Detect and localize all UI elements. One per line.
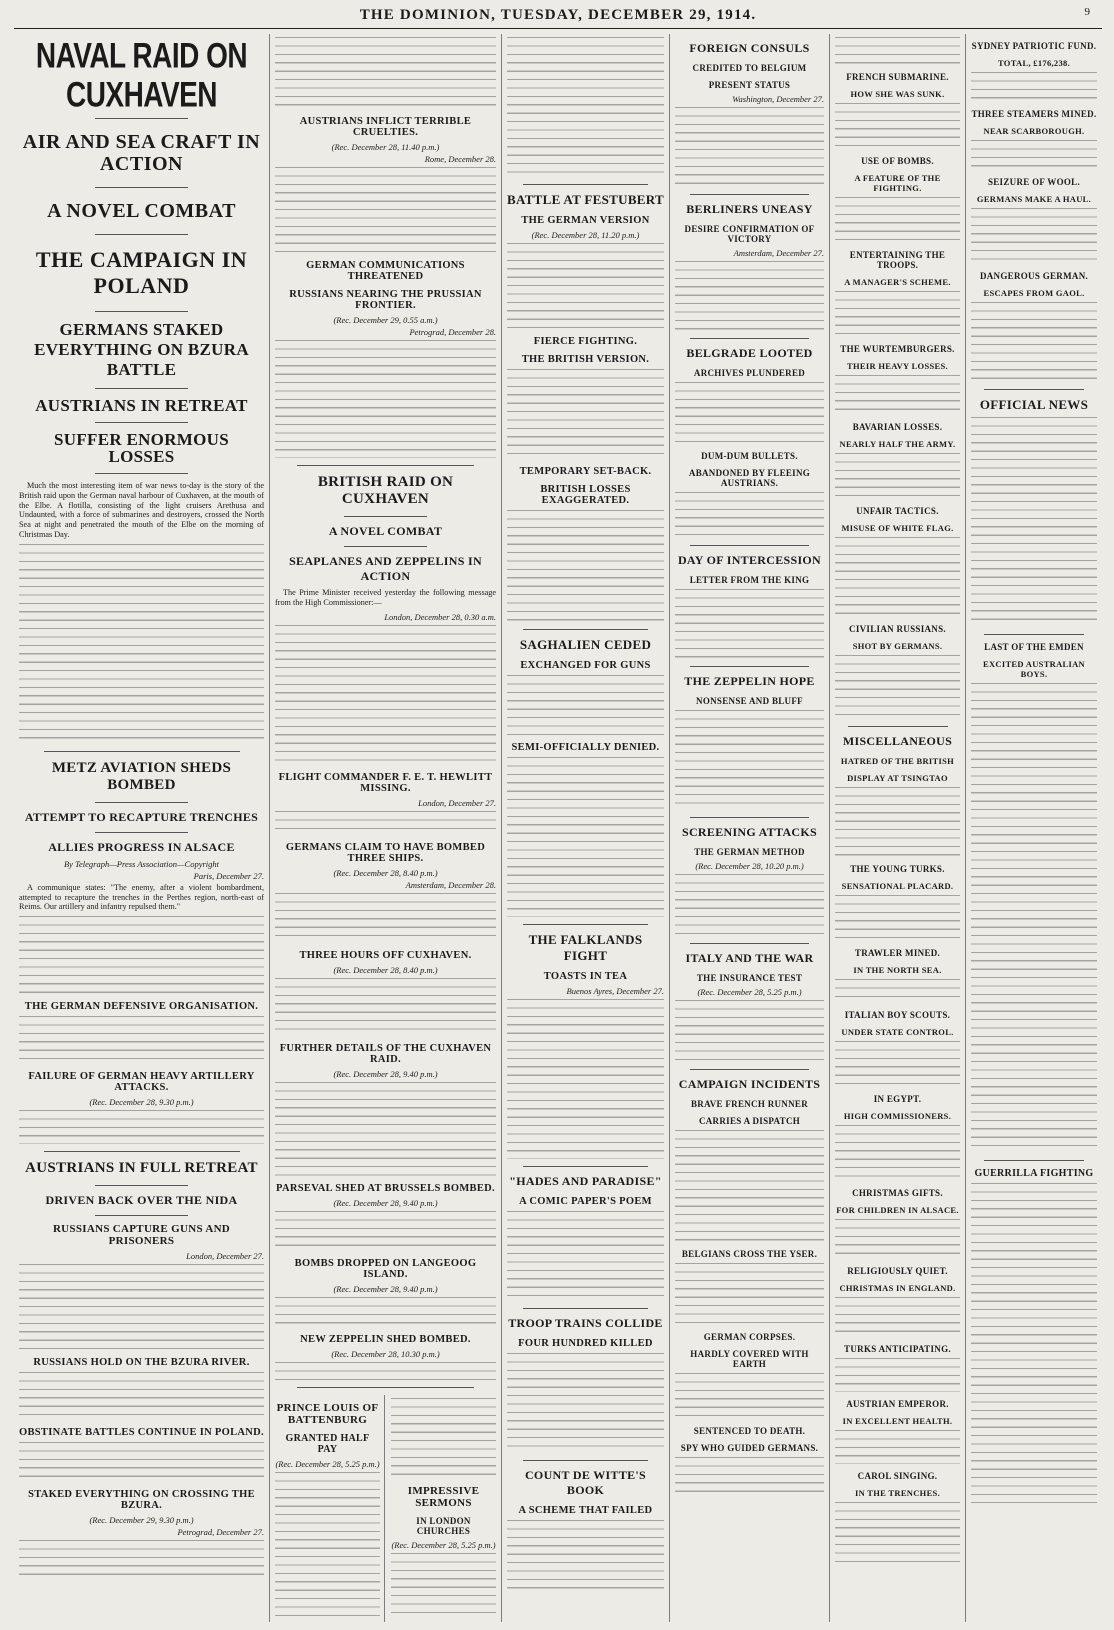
article-text-block [835,1502,960,1562]
article-text-block [507,1211,664,1301]
headline-german-version: THE GERMAN VERSION [521,215,650,226]
headline-saghalien: SAGHALIEN CEDED [519,637,652,652]
headline-austrian-emperor: AUSTRIAN EMPEROR. [846,1399,949,1409]
headline-boy-scouts: ITALIAN BOY SCOUTS. [844,1010,951,1020]
divider [95,832,188,833]
headline-letter-king: LETTER FROM THE KING [689,575,810,585]
headline-campaign-poland: THE CAMPAIGN IN POLAND [35,247,248,298]
headline-official-news: OFFICIAL NEWS [979,397,1089,412]
article-text-block [275,811,496,835]
headline-state-control: UNDER STATE CONTROL. [841,1027,954,1037]
headline-young-turks: THE YOUNG TURKS. [850,864,945,874]
article-text-block [675,589,824,659]
headline-british-version: THE BRITISH VERSION. [521,354,650,365]
article-text-block [675,261,824,331]
article-text-block [835,103,960,149]
article-text-block [675,710,824,810]
divider [984,634,1085,635]
receipt-date: (Rec. December 28, 11.40 p.m.) [331,142,440,152]
divider [690,666,809,667]
article-text-block [507,999,664,1159]
headline-festubert: BATTLE AT FESTUBERT [507,192,664,207]
divider [95,1215,188,1216]
headline-exchanged-guns: EXCHANGED FOR GUNS [520,660,651,671]
divider [690,194,809,195]
article-text-block [835,1358,960,1392]
prime-minister-paragraph: The Prime Minister received yesterday the following message from the High Commissioner:— [275,588,496,607]
column-3 [502,34,670,1622]
article-text-block [507,757,664,917]
headline-german-corpses: GERMAN CORPSES. [703,1332,796,1342]
headline-three-hours: THREE HOURS OFF CUXHAVEN. [299,949,472,961]
headline-religiously-quiet: RELIGIOUSLY QUIET. [847,1266,948,1276]
divider [344,516,428,517]
article-text-block [275,625,496,765]
headline-falklands: THE FALKLANDS FIGHT [528,932,643,963]
divider [984,389,1085,390]
divider [523,184,649,185]
headline-novel-combat-2: A NOVEL COMBAT [328,524,443,538]
article-text-block [835,787,960,857]
headline-air-sea: AIR AND SEA CRAFT IN ACTION [22,131,261,175]
column-4 [670,34,830,1622]
receipt-date: (Rec. December 28, 8.40 p.m.) [333,867,438,878]
article-text-block [675,1130,824,1242]
receipt-date: (Rec. December 28, 10.20 p.m.) [695,861,804,871]
article-text-block [835,291,960,337]
headline-in-trenches: IN THE TRENCHES. [854,1488,941,1498]
headline-use-bombs: USE OF BOMBS. [861,156,934,166]
article-text-block [971,302,1097,382]
headline-losses-exaggerated: BRITISH LOSSES EXAGGERATED. [540,484,631,506]
headline-australian-boys: EXCITED AUSTRALIAN BOYS. [983,659,1085,679]
headline-screening: SCREENING ATTACKS [681,825,818,839]
divider [523,1308,649,1309]
article-text-block [835,1041,960,1087]
headline-defensive-organisation: THE GERMAN DEFENSIVE ORGANISATION. [24,1001,259,1013]
headline-nonsense-bluff: NONSENSE AND BLUFF [696,696,803,706]
headline-managers-scheme: A MANAGER'S SCHEME. [844,277,951,287]
article-text-block [971,1183,1097,1503]
headline-temporary-setback: TEMPORARY SET-BACK. [519,466,652,477]
article-text-block [835,375,960,415]
headline-intercession: DAY OF INTERCESSION [677,553,822,567]
headline-belgrade-looted: BELGRADE LOOTED [686,346,813,360]
divider [344,546,428,547]
headline-recapture: ATTEMPT TO RECAPTURE TRENCHES [24,809,259,824]
headline-heavy-losses: THEIR HEAVY LOSSES. [847,361,948,371]
divider [690,1069,809,1070]
article-text-block [835,979,960,1003]
headline-high-commissioners: HIGH COMMISSIONERS. [843,1111,952,1121]
battenburg-article [275,1395,385,1622]
fund-total: TOTAL, £176,238. [997,58,1071,68]
communique-paragraph: A communique states: "The enemy, after a violent bombardment, attempted to recapture the trenches in the Perthes region, north-east of Reims. Our artillery and infantry repulsed them." [19,882,264,912]
headline-covered-earth: HARDLY COVERED WITH EARTH [690,1349,809,1369]
headline-cruelties: AUSTRIANS INFLICT TERRIBLE CRUELTIES. [299,116,472,138]
dateline-petrograd: Petrograd, December 28. [409,327,496,337]
headline-novel-combat: A NOVEL COMBAT [47,200,236,222]
headline-steamers-mined: THREE STEAMERS MINED. [971,109,1097,119]
headline-fleeing-austrians: ABANDONED BY FLEEING AUSTRIANS. [688,468,811,488]
headline-carol-singing: CAROL SINGING. [857,1471,938,1481]
receipt-date: (Rec. December 29, 0.55 a.m.) [333,315,438,325]
headline-fierce-fighting: FIERCE FIGHTING. [533,336,638,347]
headline-turks-anticipating: TURKS ANTICIPATING. [844,1344,951,1354]
receipt-date: (Rec. December 28, 9.40 p.m.) [333,1197,438,1208]
article-text-block [507,37,664,177]
receipt-date: (Rec. December 28, 11.20 p.m.) [531,230,640,240]
headline-germans-staked: GERMANS STAKED EVERYTHING ON BZURA BATTLE [34,320,249,379]
article-text-block [675,382,824,444]
headline-last-emden: LAST OF THE EMDEN [984,642,1084,652]
dateline-paris: Paris, December 27. [193,870,264,881]
receipt-date: (Rec. December 28, 9.30 p.m.) [89,1097,194,1108]
article-text-block [275,37,496,109]
headline-communications: GERMAN COMMUNICATIONS THREATENED [306,260,465,282]
divider [95,118,188,119]
receipt-date: (Rec. December 29, 9.30 p.m.) [89,1515,194,1526]
column-1 [14,34,270,1622]
headline-civilian-russians: CIVILIAN RUSSIANS. [849,624,946,634]
article-text-block [675,874,824,936]
article-text-block [675,1373,824,1419]
headline-parseval: PARSEVAL SHED AT BRUSSELS BOMBED. [276,1182,495,1194]
headline-confirmation: DESIRE CONFIRMATION OF VICTORY [684,224,815,244]
article-text-block [971,417,1097,627]
dateline-petrograd: Petrograd, December 27. [177,1527,264,1538]
headline-italy-war: ITALY AND THE WAR [685,951,814,965]
dateline-buenos-ayres: Buenos Ayres, December 27. [566,986,664,996]
headline-bavarian-losses: BAVARIAN LOSSES. [852,422,943,432]
headline-guerrilla: GUERRILLA FIGHTING [974,1168,1094,1179]
headline-prussian-frontier: RUSSIANS NEARING THE PRUSSIAN FRONTIER. [289,289,482,311]
column-2 [270,34,502,1622]
column-5 [830,34,966,1622]
article-text-block [507,675,664,735]
divider [95,802,188,803]
headline-belgians-yser: BELGIANS CROSS THE YSER. [681,1249,818,1259]
headline-three-ships: GERMANS CLAIM TO HAVE BOMBED THREE SHIPS. [285,841,486,864]
headline-entertaining: ENTERTAINING THE TROOPS. [849,250,946,270]
article-text-block [19,544,264,744]
article-text-block [835,655,960,719]
headline-staked-bzura: STAKED EVERYTHING ON CROSSING THE BZURA. [28,1489,255,1512]
article-text-block [971,140,1097,170]
divider [95,388,188,389]
dateline-rome: Rome, December 28. [424,154,496,164]
headline-berliners-uneasy: BERLINERS UNEASY [686,202,813,216]
article-text-block [835,1297,960,1337]
headline-british-raid: BRITISH RAID ON CUXHAVEN [317,474,454,507]
article-text-block [971,208,1097,264]
headline-half-pay: GRANTED HALF PAY [285,1432,370,1455]
dateline-washington: Washington, December 27. [732,94,824,104]
headline-langeoog: BOMBS DROPPED ON LANGEOOG ISLAND. [294,1257,477,1280]
headline-zeppelin-hope: THE ZEPPELIN HOPE [684,674,815,688]
article-text-block [19,916,264,994]
masthead-title: THE DOMINION, TUESDAY, DECEMBER 29, 1914. [359,7,757,23]
article-text-block [275,978,496,1036]
headline-seaplanes: SEAPLANES AND ZEPPELINS IN ACTION [289,554,482,583]
article-text-block [391,1398,496,1478]
headline-shot-germans: SHOT BY GERMANS. [852,641,943,651]
article-text-block [835,197,960,243]
headline-artillery-failure: FAILURE OF GERMAN HEAVY ARTILLERY ATTACKS. [28,1071,255,1094]
headline-placard: SENSATIONAL PLACARD. [841,881,954,891]
divider [690,338,809,339]
headline-miscellaneous: MISCELLANEOUS [842,734,953,748]
article-text-block [675,492,824,538]
divider [523,924,649,925]
divider [984,1160,1085,1161]
headline-campaign-incidents: CAMPAIGN INCIDENTS [678,1077,821,1091]
article-text-block [19,1016,264,1064]
receipt-date: (Rec. December 28, 8.40 p.m.) [333,964,438,975]
headline-in-egypt: IN EGYPT. [873,1094,922,1104]
headline-hades-paradise: "HADES AND PARADISE" [509,1174,662,1188]
article-text-block [275,1297,496,1327]
article-text-block [507,1353,664,1453]
headline-french-runner: BRAVE FRENCH RUNNER [690,1099,809,1109]
headline-wurtemburgers: THE WURTEMBURGERS. [840,344,955,354]
headline-london-churches: IN LONDON CHURCHES [416,1515,471,1536]
article-text-block [275,340,496,458]
article-text-block [507,510,664,622]
divider [848,726,948,727]
dateline-london: London, December 27. [186,1251,264,1262]
headline-germans-haul: GERMANS MAKE A HAUL. [976,194,1092,204]
headline-german-method: THE GERMAN METHOD [694,847,805,857]
headline-further-details: FURTHER DETAILS OF THE CUXHAVEN RAID. [279,1042,492,1065]
headline-unfair-tactics: UNFAIR TACTICS. [856,506,939,516]
divider [95,187,188,188]
article-text-block [835,895,960,941]
divider [44,751,240,752]
dateline-london: London, December 27. [418,797,496,808]
press-credit: By Telegraph—Press Association—Copyright [63,858,220,869]
masthead [14,6,1102,29]
divider [95,311,188,312]
headline-christmas-gifts: CHRISTMAS GIFTS. [852,1188,943,1198]
headline-insurance: THE INSURANCE TEST [696,973,803,983]
divider [297,1387,474,1388]
article-text-block [675,1457,824,1497]
receipt-date: (Rec. December 28, 5.25 p.m.) [275,1458,380,1469]
article-text-block [19,1110,264,1144]
headline-obstinate-battles: OBSTINATE BATTLES CONTINUE IN POLAND. [19,1427,264,1439]
headline-bzura-hold: RUSSIANS HOLD ON THE BZURA RIVER. [33,1357,250,1369]
divider [523,1166,649,1167]
headline-zeppelin-shed: NEW ZEPPELIN SHED BOMBED. [300,1333,471,1345]
headline-comic-poem: A COMIC PAPER'S POEM [519,1196,652,1207]
receipt-date: (Rec. December 28, 9.40 p.m.) [333,1283,438,1294]
article-text-block [19,1372,264,1420]
divider [44,1151,240,1152]
headline-patriotic-fund: SYDNEY PATRIOTIC FUND. [971,41,1097,51]
page-number: 9 [1084,6,1090,18]
headline-christmas-england: CHRISTMAS IN ENGLAND. [839,1283,956,1293]
headline-sentenced: SENTENCED TO DEATH. [693,1426,806,1436]
receipt-date: (Rec. December 28, 5.25 p.m.) [391,1539,496,1550]
article-text-block [507,369,664,459]
headline-north-sea: IN THE NORTH SEA. [853,965,942,975]
article-text-block [19,1264,264,1350]
divider [297,465,474,466]
dateline-amsterdam: Amsterdam, December 28. [405,879,496,890]
headline-scarborough: NEAR SCARBOROUGH. [983,126,1085,136]
headline-seizure-wool: SEIZURE OF WOOL. [987,177,1081,187]
column-6 [966,34,1102,1622]
headline-austrians-retreat: AUSTRIANS IN RETREAT [35,396,248,415]
headline-prince-louis: PRINCE LOUIS OF BATTENBURG [276,1401,379,1426]
headline-hewlitt-missing: FLIGHT COMMANDER F. E. T. HEWLITT MISSING. [278,771,493,794]
sermons-article [391,1395,496,1622]
divider [690,545,809,546]
article-text-block [675,107,824,187]
headline-excellent-health: IN EXCELLENT HEALTH. [842,1416,953,1426]
headline-how-sunk: HOW SHE WAS SUNK. [850,89,945,99]
headline-de-witte: COUNT DE WITTE'S BOOK [524,1468,647,1497]
headline-archives: ARCHIVES PLUNDERED [693,368,806,378]
article-text-block [971,683,1097,1153]
receipt-date: (Rec. December 28, 5.25 p.m.) [697,987,802,997]
divider [95,422,188,423]
divider [523,629,649,630]
divider [95,473,188,474]
headline-present-status: PRESENT STATUS [708,80,791,90]
headline-full-retreat: AUSTRIANS IN FULL RETREAT [25,1160,258,1177]
divider [690,943,809,944]
headline-four-hundred: FOUR HUNDRED KILLED [518,1338,653,1349]
article-text-block [275,1362,496,1380]
headline-french-submarine: FRENCH SUBMARINE. [846,72,949,82]
headline-dispatch: CARRIES A DISPATCH [698,1116,801,1126]
divider [690,817,809,818]
receipt-date: (Rec. December 28, 10.30 p.m.) [331,1348,440,1359]
headline-allies-alsace: ALLIES PROGRESS IN ALSACE [48,839,235,854]
headline-russians-capture: RUSSIANS CAPTURE GUNS AND PRISONERS [52,1223,231,1248]
headline-enormous-losses: SUFFER ENORMOUS LOSSES [54,430,229,466]
article-text-block [275,1082,496,1176]
split-block [275,1395,496,1622]
divider [95,234,188,235]
headline-credited-belgium: CREDITED TO BELGIUM [692,63,807,73]
article-text-block [835,1430,960,1464]
article-text-block [19,1540,264,1580]
article-text-block [275,1211,496,1251]
dateline-london: London, December 28, 0.30 a.m. [384,611,496,622]
lead-paragraph: Much the most interesting item of war news to-day is the story of the British raid upon the German naval harbour of Cuxhaven, at the mouth of the Elbe. A flotilla, consisting of the light cruisers Arethusa and Undaunted, with a force of submarines and destroyers, crossed the North Sea at night and penetrated the mouth of the Elbe on the morning of Christmas Day. [19,481,264,539]
divider [523,1460,649,1461]
headline-escapes-gaol: ESCAPES FROM GAOL. [983,288,1085,298]
headline-tsingtao: DISPLAY AT TSINGTAO [847,773,948,783]
headline-white-flag: MISUSE OF WHITE FLAG. [841,523,954,533]
headline-scheme-failed: A SCHEME THAT FAILED [518,1505,653,1516]
receipt-date: (Rec. December 28, 9.40 p.m.) [333,1068,438,1079]
headline-nida: DRIVEN BACK OVER THE NIDA [45,1193,238,1208]
dateline-amsterdam: Amsterdam, December 27. [733,248,824,258]
headline-spy: SPY WHO GUIDED GERMANS. [680,1443,819,1453]
headline-children-alsace: FOR CHILDREN IN ALSACE. [836,1205,959,1215]
headline-semi-officially: SEMI-OFFICIALLY DENIED. [511,742,660,753]
article-text-block [971,72,1097,102]
headline-foreign-consuls: FOREIGN CONSULS [689,41,810,55]
headline-naval-raid: NAVAL RAID ON CUXHAVEN [35,36,248,114]
headline-troop-trains: TROOP TRAINS COLLIDE [508,1316,663,1330]
divider [95,1185,188,1186]
article-text-block [275,167,496,253]
article-text-block [835,1219,960,1259]
article-text-block [675,1000,824,1062]
article-text-block [835,537,960,617]
article-text-block [507,1520,664,1590]
article-text-block [275,893,496,943]
article-text-block [391,1553,496,1613]
article-text-block [675,1263,824,1325]
article-text-block [275,1472,380,1622]
headline-metz-sheds: METZ AVIATION SHEDS BOMBED [51,759,232,793]
headline-trawler-mined: TRAWLER MINED. [854,948,941,958]
headline-feature-fighting: A FEATURE OF THE FIGHTING. [854,173,941,193]
article-text-block [835,37,960,65]
article-text-block [835,453,960,499]
headline-dum-dum: DUM-DUM BULLETS. [701,451,798,461]
article-text-block [835,1125,960,1181]
headline-hatred-british: HATRED OF THE BRITISH [840,756,955,766]
article-text-block [19,1442,264,1482]
headline-half-army: NEARLY HALF THE ARMY. [839,439,956,449]
headline-sermons: IMPRESSIVE SERMONS [407,1484,480,1509]
headline-toasts-tea: TOASTS IN TEA [543,971,628,982]
article-text-block [507,243,664,329]
headline-dangerous-german: DANGEROUS GERMAN. [979,271,1089,281]
